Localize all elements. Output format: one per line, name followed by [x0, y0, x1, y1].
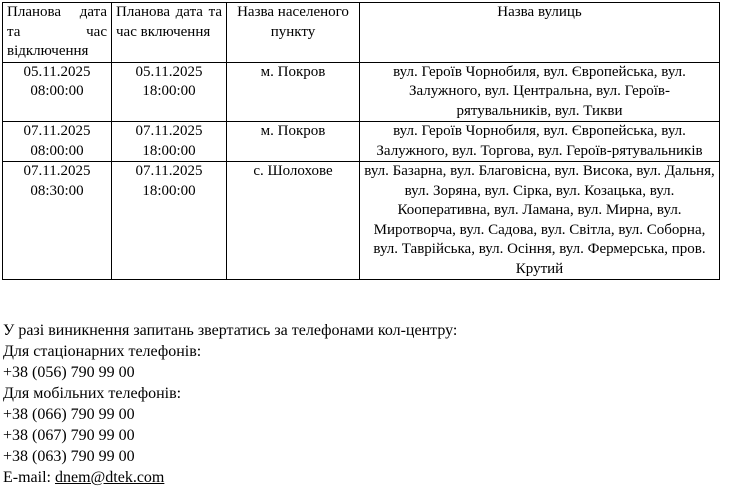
mobile-label: Для мобільних телефонів: [3, 385, 182, 402]
landline-label: Для стаціонарних телефонів: [3, 343, 202, 360]
email-line [3, 467, 457, 488]
off-datetime-cell [3, 122, 112, 162]
off-date: 05.11.2025 [23, 63, 91, 80]
header-on-datetime: Планова дата та час включення [112, 3, 227, 63]
header-off-datetime: Планова дата та час відключення [3, 3, 112, 63]
mobile-phone: +38 (063) 790 99 00 [3, 448, 135, 465]
streets-cell: вул. Базарна, вул. Благовісна, вул. Висока, вул. Дальня, вул. Зоряна, вул. Сірка, вул. Козацька, вул. Кооперативна, вул. Ламана, вул. Мирна, вул. Миротворча, вул. Садова, вул. Світла, вул. Соборна, вул. Таврійська, вул. Осіння, вул. Фермерська, пров. Крутий [360, 162, 720, 280]
on-time: 18:00:00 [142, 182, 196, 199]
settlement-cell: с. Шолохове [227, 162, 360, 280]
off-datetime-cell [3, 162, 112, 280]
table-row [3, 122, 720, 162]
off-datetime-cell [3, 62, 112, 122]
table-row [3, 162, 720, 280]
streets-cell: вул. Героїв Чорнобиля, вул. Європейська, вул. Залужного, вул. Торгова, вул. Героїв-рятувальників [360, 122, 720, 162]
settlement-cell: м. Покров [227, 62, 360, 122]
off-time: 08:00:00 [30, 142, 84, 159]
header-streets: Назва вулиць [360, 3, 720, 63]
email-link[interactable]: dnem@dtek.com [54, 469, 165, 486]
streets-cell: вул. Героїв Чорнобиля, вул. Європейська, вул. Залужного, вул. Центральна, вул. Героїв-рятувальників, вул. Тикви [360, 62, 720, 122]
table-row [3, 62, 720, 122]
mobile-phone: +38 (067) 790 99 00 [3, 427, 135, 444]
contact-info [3, 320, 457, 488]
landline-phone: +38 (056) 790 99 00 [3, 364, 135, 381]
on-date: 05.11.2025 [135, 63, 203, 80]
mobile-phone: +38 (066) 790 99 00 [3, 406, 135, 423]
on-datetime-cell [112, 162, 227, 280]
outage-schedule-table [2, 2, 720, 280]
off-time: 08:30:00 [30, 182, 84, 199]
on-datetime-cell [112, 62, 227, 122]
email-label: E-mail: [3, 469, 55, 486]
table-header-row [3, 3, 720, 63]
off-date: 07.11.2025 [23, 163, 91, 179]
off-date: 07.11.2025 [23, 123, 91, 139]
settlement-cell: м. Покров [227, 122, 360, 162]
on-date: 07.11.2025 [135, 163, 203, 179]
on-time: 18:00:00 [142, 83, 196, 99]
on-time: 18:00:00 [142, 142, 196, 159]
off-time: 08:00:00 [30, 83, 84, 99]
contacts-intro: У разі виникнення запитань звертатись за телефонами кол-центру: [3, 322, 458, 339]
header-settlement: Назва населеного пункту [227, 3, 360, 63]
on-date: 07.11.2025 [135, 123, 203, 139]
on-datetime-cell [112, 122, 227, 162]
